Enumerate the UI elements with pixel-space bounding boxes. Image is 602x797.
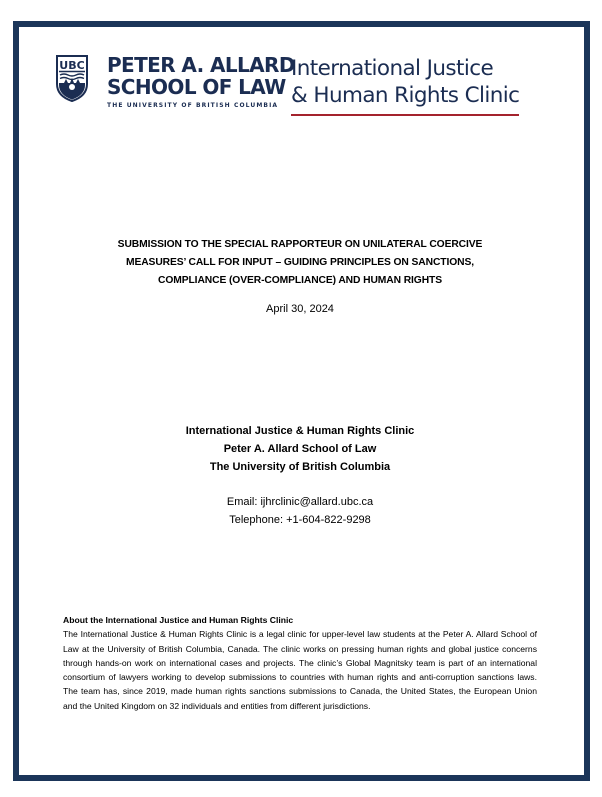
title-line: COMPLIANCE (OVER-COMPLIANCE) AND HUMAN RIGHTS (158, 275, 442, 286)
school-name-line1: PETER A. ALLARD (107, 53, 295, 77)
org-line: The University of British Columbia (209, 461, 391, 473)
document-date: April 30, 2024 (266, 303, 334, 315)
clinic-name-line1: International Justice (291, 56, 494, 81)
contact-telephone: Telephone: +1-604-822-9298 (229, 514, 371, 526)
title-line: MEASURES’ CALL FOR INPUT – GUIDING PRINCIPLES ON SANCTIONS, (125, 257, 475, 268)
clinic-underline-rule (291, 114, 519, 116)
clinic-wordmark (291, 55, 519, 116)
org-line: International Justice & Human Rights Clinic (185, 425, 415, 437)
about-heading: About the International Justice and Human Rights Clinic (63, 615, 294, 625)
about-body: The International Justice & Human Rights Clinic is a legal clinic for upper-level law students at the Peter A. Allard School of Law at the University of British Columbia, Canada. The clinic works on pressing human rights and global justice concerns through hands-on work on international cases and projects. The clinic’s Global Magnitsky team is part of an international consortium of lawyers working to develop submissions to countries with human rights and anti-corruption sanctions laws. The team has, since 2019, made human rights sanctions submissions to Canada, the United States, the European Union and the United Kingdom on 32 individuals and entities from different jurisdictions. (63, 629, 537, 711)
school-wordmark (107, 54, 295, 109)
about-section (63, 613, 537, 713)
contact-email: Email: ijhrclinic@allard.ubc.ca (226, 496, 374, 508)
header-logos (55, 54, 535, 144)
university-name: THE UNIVERSITY OF BRITISH COLUMBIA (107, 102, 279, 109)
contact-block (60, 422, 540, 529)
ubc-crest-icon (55, 54, 89, 102)
org-line: Peter A. Allard School of Law (223, 443, 377, 455)
spacer (60, 476, 540, 493)
school-name-line2: SCHOOL OF LAW (107, 75, 286, 99)
document-title (60, 236, 540, 290)
clinic-name-line2: & Human Rights Clinic (291, 83, 520, 108)
crest-text: UBC (59, 59, 85, 72)
title-line: SUBMISSION TO THE SPECIAL RAPPORTEUR ON UNILATERAL COERCIVE (117, 239, 483, 250)
